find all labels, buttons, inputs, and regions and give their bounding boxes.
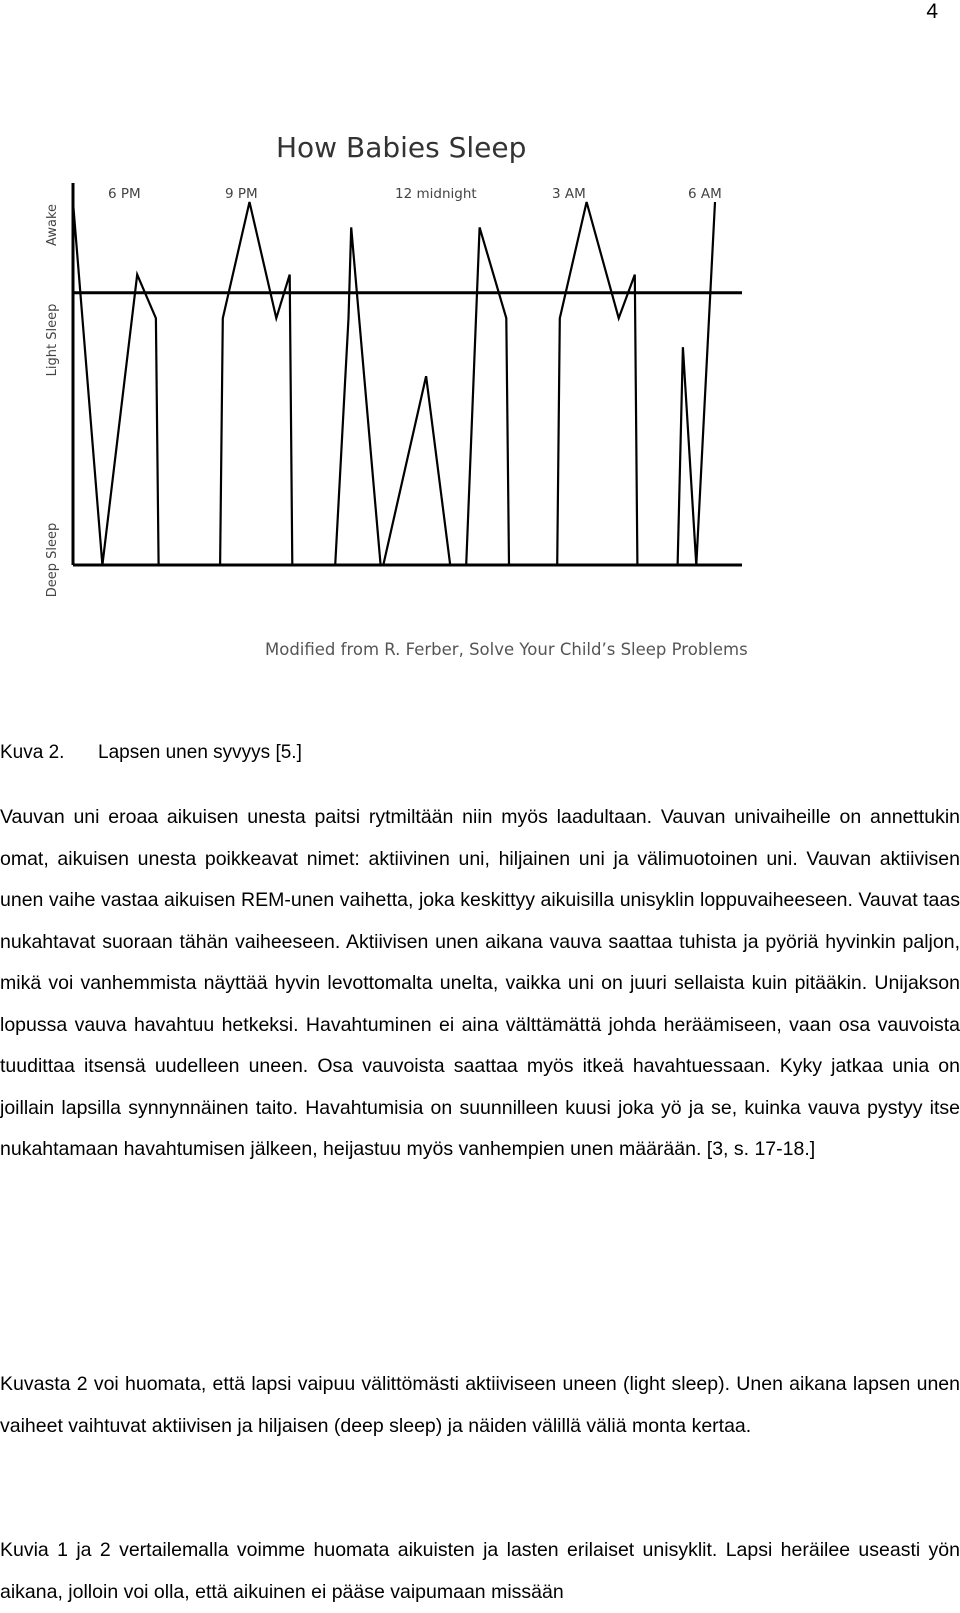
- y-level-label: Light Sleep: [45, 303, 60, 377]
- y-level-label: Deep Sleep: [45, 522, 60, 598]
- caption-label: Kuva 2.: [0, 742, 65, 763]
- caption-text: Lapsen unen syvyys [5.]: [98, 742, 302, 763]
- x-tick-label: 12 midnight: [395, 186, 477, 202]
- paragraph-2: Kuvasta 2 voi huomata, että lapsi vaipuu välittömästi aktiiviseen uneen (light sleep). Unen aikana lapsen unen vaiheet vaihtuvat aktiivisen ja hiljaisen (deep sleep) ja näiden välillä väliä monta kertaa.: [0, 1373, 960, 1437]
- x-tick-label: 9 PM: [225, 186, 258, 202]
- figure-caption: [0, 742, 302, 764]
- sleep-chart: [30, 105, 800, 685]
- sleep-depth-line: [73, 202, 715, 565]
- y-level-label: Awake: [45, 203, 60, 247]
- sleep-chart-figure: [30, 105, 800, 685]
- x-tick-label: 6 PM: [108, 186, 141, 202]
- page-number: 4: [926, 0, 938, 23]
- paragraph-3: Kuvia 1 ja 2 vertailemalla voimme huomata aikuisten ja lasten erilaiset unisyklit. Lapsi heräilee useasti yön aikana, jolloin voi olla, että aikuinen ei pääse vaipumaan missään: [0, 1539, 960, 1603]
- paragraph-1: Vauvan uni eroaa aikuisen unesta paitsi rytmiltään niin myös laadultaan. Vauvan univaiheille on annettukin omat, aikuisen unesta poikkeavat nimet: aktiivinen uni, hiljainen uni ja välimuotoinen uni. Vauvan aktiivisen unen vaihe vastaa aikuisen REM-unen vaihetta, joka keskittyy aikuisilla unisyklin loppuvaiheeseen. Vauvat taas nukahtavat suoraan tähän vaiheeseen. Aktiivisen unen aikana vauva saattaa tuhista ja pyöriä hyvinkin paljon, mikä voi vanhemmista näyttää hyvin levottomalta unelta, vaikka uni on juuri sellaista kuin pitääkin. Unijakson lopussa vauva havahtuu hetkeksi. Havahtuminen ei aina välttämättä johda heräämiseen, vaan osa vauvoista tuudittaa itsensä uudelleen uneen. Osa vauvoista saattaa myös itkeä havahtuessaan. Kyky jatkaa unia on joillain lapsilla synnynnäinen taito. Havahtumisia on suunnilleen kuusi joka yö ja se, kuinka vauva pystyy itse nukahtamaan havahtumisen jälkeen, heijastuu myös vanhempien unen määrään. [3, s. 17-18.]: [0, 806, 960, 1160]
- chart-title: How Babies Sleep: [276, 131, 527, 164]
- x-tick-label: 3 AM: [552, 186, 586, 202]
- x-tick-label: 6 AM: [688, 186, 722, 202]
- chart-credit: Modified from R. Ferber, Solve Your Child’s Sleep Problems: [265, 640, 748, 659]
